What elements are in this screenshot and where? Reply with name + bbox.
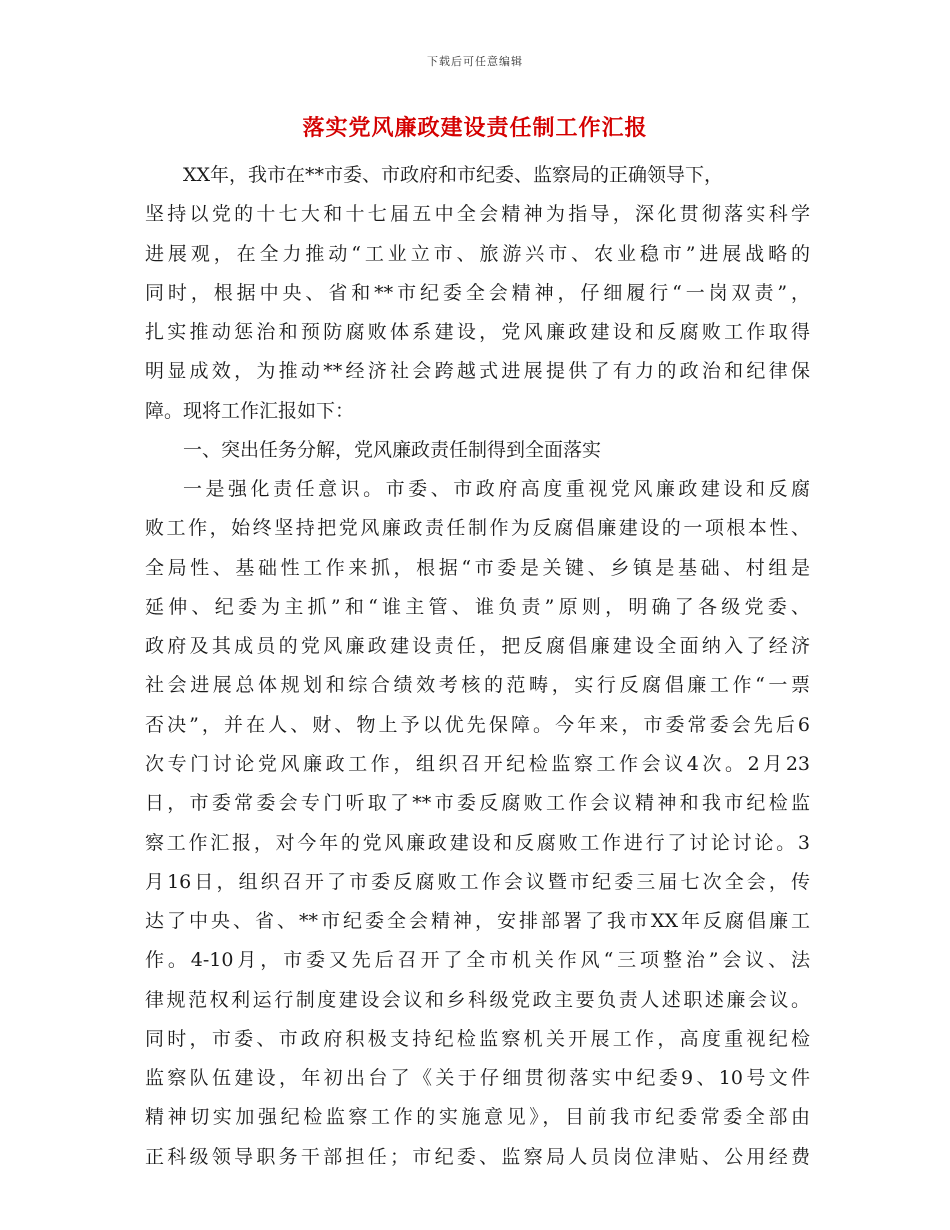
body-line: 监察队伍建设，年初出台了《关于仔细贯彻落实中纪委9、10号文件	[145, 1067, 810, 1089]
body-line: 精神切实加强纪检监察工作的实施意见》，目前我市纪委常委全部由	[145, 1106, 810, 1128]
document-title: 落实党风廉政建设责任制工作汇报	[302, 115, 648, 141]
body-line: 进展观，在全力推动“工业立市、旅游兴市、农业稳市”进展战略的	[145, 243, 810, 265]
body-line: 次专门讨论党风廉政工作，组织召开纪检监察工作会议4次。2月23	[145, 753, 810, 775]
body-line: 延伸、纪委为主抓”和“谁主管、谁负责”原则，明确了各级党委、	[145, 596, 810, 618]
body-line: 全局性、基础性工作来抓，根据“市委是关键、乡镇是基础、村组是	[145, 557, 810, 579]
body-line: 否决”，并在人、财、物上予以优先保障。今年来，市委常委会先后6	[145, 714, 810, 736]
body-line: 律规范权利运行制度建设会议和乡科级党政主要负责人述职述廉会议。	[145, 989, 810, 1011]
body-line: 障。现将工作汇报如下：	[145, 400, 355, 422]
body-line: 同时，根据中央、省和**市纪委全会精神，仔细履行“一岗双责”，	[145, 282, 810, 304]
body-line: 同时，市委、市政府积极支持纪检监察机关开展工作，高度重视纪检	[145, 1028, 810, 1050]
body-line: 达了中央、省、**市纪委全会精神，安排部署了我市XX年反腐倡廉工	[145, 910, 810, 932]
header-note: 下载后可任意编辑	[427, 55, 523, 68]
body-line: 社会进展总体规划和综合绩效考核的范畴，实行反腐倡廉工作“一票	[145, 674, 810, 696]
body-line: 一是强化责任意识。市委、市政府高度重视党风廉政建设和反腐	[183, 478, 810, 500]
body-line: 正科级领导职务干部担任；市纪委、监察局人员岗位津贴、公用经费	[145, 1146, 810, 1168]
body-line: 月16日，组织召开了市委反腐败工作会议暨市纪委三届七次全会，传	[145, 871, 810, 893]
body-line: 政府及其成员的党风廉政建设责任，把反腐倡廉建设全面纳入了经济	[145, 635, 810, 657]
body-line: 日，市委常委会专门听取了**市委反腐败工作会议精神和我市纪检监	[145, 792, 810, 814]
body-line: 明显成效，为推动**经济社会跨越式进展提供了有力的政治和纪律保	[145, 360, 810, 382]
body-line: 败工作，始终坚持把党风廉政责任制作为反腐倡廉建设的一项根本性、	[145, 517, 810, 539]
body-line: XX年，我市在**市委、市政府和市纪委、监察局的正确领导下，	[183, 164, 724, 186]
body-line: 扎实推动惩治和预防腐败体系建设，党风廉政建设和反腐败工作取得	[145, 321, 810, 343]
body-line: 坚持以党的十七大和十七届五中全会精神为指导，深化贯彻落实科学	[145, 203, 810, 225]
section-heading: 一、突出任务分解，党风廉政责任制得到全面落实	[183, 439, 602, 461]
body-line: 作。4-10月，市委又先后召开了全市机关作风“三项整治”会议、法	[145, 949, 810, 971]
body-line: 察工作汇报，对今年的党风廉政建设和反腐败工作进行了讨论讨论。3	[145, 832, 810, 854]
